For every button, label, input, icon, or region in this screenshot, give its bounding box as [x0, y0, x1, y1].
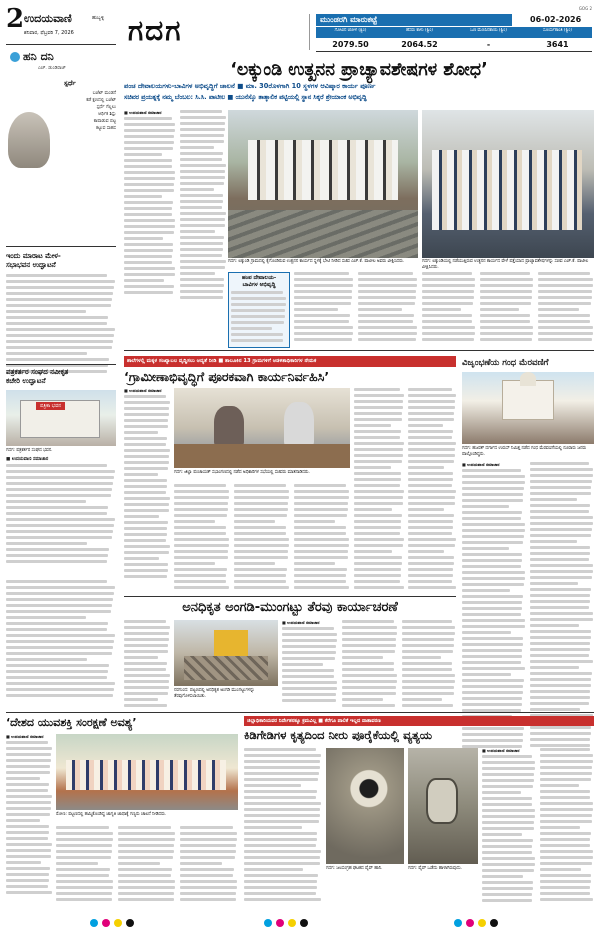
- body-text-block: [56, 826, 114, 901]
- body-text-block: [354, 388, 404, 589]
- press-club-sign: ಪತ್ರಿಕಾ ಭವನ: [36, 402, 65, 410]
- poem-line: ಕಡೆ ಕ್ಷಣದಲ್ಲಿ ಬಜೆಟ್: [86, 98, 116, 103]
- body-text-block: [6, 274, 116, 373]
- story6-photo-2: [408, 748, 478, 864]
- left-story-1: [6, 252, 116, 364]
- lead-body-col-3: [294, 272, 354, 344]
- masthead: [6, 4, 116, 44]
- lead-body-col-2: [180, 110, 226, 310]
- section-banner: [124, 14, 310, 50]
- story6-photo-1: [326, 748, 404, 864]
- body-text-block: [180, 826, 238, 901]
- story2-col-1: [124, 388, 170, 592]
- story4-headline: ಅನಧಿಕೃತ ಅಂಗಡಿ-ಮುಂಗಟ್ಟು ತೆರವು ಕಾರ್ಯಾಚರಣೆ: [182, 600, 398, 615]
- left-story-2: [6, 368, 116, 568]
- left-story-1-headline: ಇಂದು ಮಾರಾಟ ಮೇಳ-: [6, 252, 61, 260]
- poem-line: ಕಾಪಾಡುವ ಪಟ್ಟ: [93, 119, 116, 124]
- honey-subtitle: ಸ್ಪರ್ಧೆ: [64, 79, 76, 87]
- story6-kicker: [244, 716, 594, 726]
- lead-body-col-1: [124, 110, 176, 310]
- story6-caption-1: ಗದಗ: ಜಲಸಂಗ್ರಹ ಘಟಕದ ಪೈಪ್ ಹಾನಿ.: [326, 866, 383, 871]
- lead-body-col-6: [480, 272, 534, 344]
- story4-col-1: [124, 620, 170, 708]
- story4-caption: ನರಗುಂದ: ಪಟ್ಟಣದಲ್ಲಿ ಅನಧಿಕೃತ ಅಂಗಡಿ ಮುಂಗಟ್ಟುಗಳನ್ನು ತೆರವುಗೊಳಿಸಲಾಯಿತು.: [174, 688, 255, 699]
- body-text-block: [538, 272, 594, 341]
- story3-byline: ■ ಉದಯವಾಣಿ ಸಮಾಚಾರ: [462, 462, 500, 467]
- story2-col-2: [174, 484, 230, 592]
- left-story-1-headline-2: ಸಭಾಭವನ ಉದ್ಘಾಟನೆ: [6, 261, 56, 269]
- story5-byline: ■ ಉದಯವಾಣಿ ಸಮಾಚಾರ: [6, 734, 44, 739]
- body-text-block: [118, 826, 176, 901]
- poem-line: ಸ್ಪರ್ಧೆ ಗೆಲ್ಲಲು: [96, 105, 116, 110]
- body-text-block: [174, 484, 230, 589]
- lead-deck-1: ಪಂಚ ದೇವಾಲಯಗಳು-ಬಾವಿಗಳ ಅಭಿವೃದ್ಧಿಗೆ ಚಾಲನೆ ■ ಮಾ. 30ರೊಳಗಾಗಿ 10 ಸ್ಥಳಗಳ ಆವಿಷ್ಕಾರ ಕಾರ್ಯ ಪೂರ್ಣ: [124, 82, 376, 90]
- story6-byline: ■ ಉದಯವಾಣಿ ಸಮಾಚಾರ: [482, 748, 520, 753]
- story6-col-3: [540, 748, 594, 904]
- body-text-block: [342, 620, 398, 707]
- lead-photo-right: [422, 110, 594, 258]
- left-story-2-headline: ಪತ್ರಕರ್ತರ ಸಂಘದ ನವೀಕೃತ: [6, 368, 69, 376]
- lead-body-col-5: [422, 272, 476, 344]
- market-col-value: -: [486, 40, 491, 49]
- story5-photo: [56, 734, 238, 810]
- registration-marks-right: [452, 912, 500, 931]
- story6-col-2: [482, 748, 536, 904]
- story6-headline: ಕಿಡಿಗೇಡಿಗಳ ಕೃತ್ಯದಿಂದ ನೀರು ಪೂರೈಕೆಯಲ್ಲಿ ವ್ಯತ್ಯಯ: [244, 728, 433, 742]
- story5-col-2: [56, 826, 114, 904]
- story2-byline: ■ ಉದಯವಾಣಿ ಸಮಾಚಾರ: [124, 388, 162, 393]
- story5-caption: ರೋಣ: ಪಟ್ಟಣದಲ್ಲಿ ಹಮ್ಮಿಕೊಂಡಿದ್ದ ಜಾಗೃತಿ ಜಾಥಾಕ್ಕೆ ಗಣ್ಯರು ಚಾಲನೆ ನೀಡಿದರು.: [56, 812, 167, 817]
- story2-photo: [174, 388, 350, 468]
- body-text-block: [294, 484, 350, 589]
- poem-line: ಆರ್ಥಿಕ ಶಿಸ್ತು: [98, 112, 116, 117]
- story6-kicker-text: ಜಿಲ್ಲಾಧಿಕಾರಿಯವರ ನಿರ್ದೇಶನಕ್ಕೂ ಕ್ರಮವಿಲ್ಲ ■ ಕೆರೆಗೂ ಪಾಲಿಕೆ ಇಲ್ಲದ ವಾತಾವರಣ: [247, 718, 381, 724]
- press-club-caption: ಗದಗ: ಪತ್ರಕರ್ತರ ಸಂಘದ ಭವನ.: [6, 448, 53, 453]
- market-col-label: ಗೋವಿನ ಜೋಳ (ಕ್ವಿಂ): [334, 28, 367, 33]
- market-box: [316, 6, 592, 54]
- left-story-2-headline-2: ಕಚೇರಿ ಉದ್ಘಾಟನೆ: [6, 377, 46, 385]
- lead-info-box: [228, 272, 290, 348]
- story4-photo: [174, 620, 278, 686]
- left-story-2-byline: ■ ಉದಯವಾಣಿ ಸಮಾಚಾರ: [6, 457, 49, 462]
- market-col-label: ಹೆಸರು ಕಾಳು (ಕ್ವಿಂ): [406, 28, 433, 33]
- body-text-block: [124, 620, 170, 707]
- body-text-block: [231, 291, 287, 342]
- lead-deck-2: ಸಚಿವರ ಪ್ರಯತ್ನಕ್ಕೆ ನಮ್ಮ ಬೆಂಬಲ: ಸಿ.ಸಿ. ಪಾಟೀಲ ■ ಯುನೆಸ್ಕೊ ತಾತ್ಕಾಲಿಕ ಪಟ್ಟಿಯಲ್ಲಿ ಸ್ಥಾನ ಸಿಕ್ಕರೆ ಶ್ರೇಯಾಂಕ ಅಭಿವೃದ್ಧಿ: [124, 94, 367, 101]
- story2-kicker-text: ಶಾಲೆಗಳಲ್ಲಿ ಮಕ್ಕಳ ಸಂಖ್ಯಾಬಲ ವೃದ್ಧಿಸಲು ಆದ್ಯತೆ ನೀಡಿ ■ ತಾಲೂಕಿನ 13 ಗ್ರಾಮಗಳಿಗೆ ಆಡಳಿತಾಧಿಕಾರಿಗಳ ನೇಮಕ: [127, 358, 317, 364]
- market-title: ಮುಂಡರಗಿ ಮಾರುಕಟ್ಟೆ: [320, 15, 378, 24]
- body-text-block: [422, 272, 476, 341]
- body-text-block: [6, 580, 116, 697]
- honey-author: ಎಚ್. ಡುಂಡಿರಾಜ್: [38, 66, 66, 71]
- page-number: 2: [6, 4, 25, 34]
- honey-title: ಹನಿ ದನಿ: [23, 50, 54, 63]
- body-text-block: [480, 272, 534, 341]
- lead-photo-caption: ಗದಗ: ಲಕ್ಕುಂಡಿ ಗ್ರಾಮದಲ್ಲಿ ಕೈಗೊಂಡಿರುವ ಉತ್ಖನನ ಕಾರ್ಯದ ಸ್ಥಳಕ್ಕೆ ಭೇಟಿ ನೀಡಿದ ಸಚಿವ ಎಚ್.ಕೆ. ಪಾಟೀಲ ಅವರು ವೀಕ್ಷಿಸಿದರು.: [228, 259, 405, 264]
- story5-col-1: [6, 734, 52, 904]
- body-text-block: [282, 627, 338, 702]
- market-col-value: 3641: [546, 40, 569, 49]
- story3-col-2: [530, 462, 594, 752]
- registration-marks-left: [88, 912, 136, 931]
- story2-headline: ‘ಗ್ರಾಮೀಣಾಭಿವೃದ್ಧಿಗೆ ಪೂರಕವಾಗಿ ಕಾರ್ಯನಿರ್ವಹಿಸಿ’: [124, 369, 330, 384]
- story2-col-6: [408, 388, 456, 592]
- body-text-block: [358, 272, 418, 341]
- story5-headline: ‘ದೇಶದ ಯುವಶಕ್ತಿ ಸಂರಕ್ಷಣೆ ಅವಶ್ಯ’: [6, 716, 137, 729]
- market-col-label: ಸೂರ್ಯಕಾಂತಿ (ಕ್ವಿಂ): [543, 28, 572, 33]
- body-text-block: [124, 117, 176, 294]
- story6-col-1: [244, 748, 322, 904]
- edition-tag: ಹುಬ್ಬಳ್ಳಿ: [92, 15, 105, 21]
- honey-box: [6, 50, 116, 246]
- body-text-block: [294, 272, 354, 341]
- body-text-block: [244, 748, 322, 901]
- story2-kicker: [124, 356, 456, 367]
- story4-byline: ■ ಉದಯವಾಣಿ ಸಮಾಚಾರ: [282, 620, 320, 625]
- press-club-photo: [6, 390, 116, 446]
- body-text-block: [6, 464, 116, 566]
- body-text-block: [180, 110, 226, 299]
- body-text-block: [482, 755, 536, 902]
- lead-box-title-2: ಬಾವಿಗಳ ಅಭಿವೃದ್ಧಿ: [242, 282, 276, 288]
- body-text-block: [530, 462, 594, 747]
- body-text-block: [462, 469, 526, 748]
- story4-col-2: [282, 620, 338, 708]
- market-col-value: 2064.52: [401, 40, 438, 49]
- lead-body-col-7: [538, 272, 594, 344]
- story4-col-4: [402, 620, 456, 708]
- story3-caption: ಗದಗ: ಹಜರತ್ ದರ್ಗಾದ ಉರುಸ್ ನಿಮಿತ್ತ ನಡೆದ ಗಂಧ ಮೆರವಣಿಗೆಯಲ್ಲಿ ನೂರಾರು ಜನರು ಪಾಲ್ಗೊಂಡಿದ್ದರು.: [462, 446, 587, 457]
- story5-col-3: [118, 826, 176, 904]
- market-date: 06-02-2026: [530, 15, 582, 24]
- body-text-block: [234, 484, 290, 589]
- market-col-value: 2079.50: [332, 40, 369, 49]
- left-col-lower: [6, 580, 116, 704]
- story3-col-1: [462, 462, 526, 752]
- body-text-block: [402, 620, 456, 707]
- story3-headline: ವಿಜೃಂಭಣೆಯ ಗಂಧ ಮೆರವಣಿಗೆ: [462, 358, 549, 368]
- story2-col-3: [234, 484, 290, 592]
- story5-col-4: [180, 826, 238, 904]
- lead-body-col-4: [358, 272, 418, 344]
- poem-line: ಬಜೆಟ್ ಮಂಡನೆ: [92, 91, 116, 96]
- lead-headline: ‘ಲಕ್ಕುಂಡಿ ಉತ್ಖನನ ಪ್ರಾಚ್ಯಾವಶೇಷಗಳ ಶೋಧ’: [230, 60, 488, 80]
- story4-col-3: [342, 620, 398, 708]
- body-text-block: [408, 388, 456, 589]
- story6-caption-2: ಗದಗ: ಪೈಪ್ ಒಡೆದು ಹಾಳಾಗಿರುವುದು.: [408, 866, 463, 871]
- lead-right-caption: ಗದಗ: ಲಕ್ಕುಂಡಿಯಲ್ಲಿ ನಡೆಯುತ್ತಿರುವ ಉತ್ಖನನ ಕಾರ್ಯದ ವೇಳೆ ಪತ್ತೆಯಾದ ಪ್ರಾಚ್ಯಾವಶೇಷಗಳನ್ನು ಸಚಿವ ಎಚ್.ಕೆ. ಪಾಟೀಲ ವೀಕ್ಷಿಸಿದರು.: [422, 259, 589, 270]
- lead-box-title: ಹಂಪ ದೇವಾಲಯ-: [241, 275, 277, 281]
- lead-byline: ■ ಉದಯವಾಣಿ ಸಮಾಚಾರ: [124, 110, 162, 115]
- body-text-block: [540, 748, 594, 901]
- body-text-block: [124, 395, 170, 578]
- registration-marks-center: [262, 912, 310, 931]
- gold-code: GOG 2: [578, 6, 592, 11]
- story2-col-5: [354, 388, 404, 592]
- poem-line: ಕಟ್ಟುವ ಸಾಹಸ: [95, 126, 116, 131]
- story3-photo: [462, 372, 594, 444]
- body-text-block: [6, 741, 52, 894]
- section-title: ಗದಗ: [128, 14, 183, 47]
- lead-photo: [228, 110, 418, 258]
- dateline: ಶನಿವಾರ, ಫೆಬ್ರವರಿ 7, 2026: [24, 30, 74, 36]
- paper-name: ಉದಯವಾಣಿ: [24, 12, 72, 25]
- market-col-label: ಒಣ ಮೆಣಸಿನಕಾಯಿ (ಕ್ವಿಂ): [470, 28, 507, 33]
- story2-caption: ಗದಗ: ಜಿಲ್ಲಾ ಪಂಚಾಯತ್ ಸಭಾಂಗಣದಲ್ಲಿ ನಡೆದ ಅಧಿಕಾರಿಗಳ ಸಭೆಯಲ್ಲಿ ಸಚಿವರು ಮಾತನಾಡಿದರು.: [174, 470, 310, 475]
- story2-col-4: [294, 484, 350, 592]
